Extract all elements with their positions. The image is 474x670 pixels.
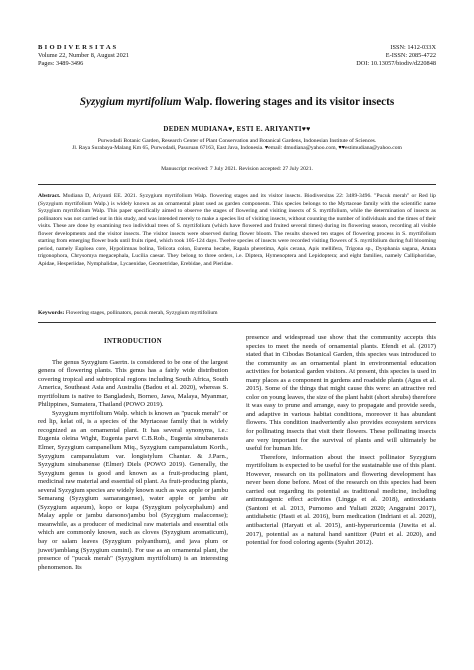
- manuscript-dates: Manuscript received: 7 July 2021. Revision accepted: 27 July 2021.: [161, 166, 313, 172]
- article-title: [38, 96, 436, 108]
- abstract-body: "Pucuk merah" or Red lip (Syzygium myrtifolium Walp.) is widely known as an ornamental plant used as garden components. This species belongs to the Myrtaceae family with the scientific name Syzygium myrtifolium Walp. This paper specifically aimed to observe the stages of flowering and visiting insects of S. myrtifolium, while the determination of insects as pollinators was not carried out in this study, and was intended merely to make a species list of visiting insects, without counting the number of individuals and the times of their visits. These are done by examining two individual trees of S. myrtifolium (which have flowered and fruited several times) during its flowering season, recording all visible flower developments and the visitor insects. The visitor insects were observed during flower bloom. The results showed ten stages of flowering process in S. myrtifolium starting from emerging flower buds until fruits riped, which took 105-124 days. Twelve species of insects were recorded visiting flowers of S. myrtifolium during full blooming period, namely Euploea core, Hypolimnas bolina, Telicota colon, Eurema hecabe, Rapala pheretima, Apis cerana, Apis mellifera, Trigona sp., Dysphania sagana, Amata trigonophora, Chrysomya megacephala, Lucilia caesar. They belong to three orders, i.e. Diptera, Hymenoptera and Lepidoptera; and eight families, namely Calliphoridae, Apidae, Hesperiidae, Nymphalidae, Lycaenidae, Geometridae, Erebidae, and Pieridae.: [38, 193, 436, 267]
- abstract-label: Abstract.: [38, 193, 61, 199]
- abstract: [38, 193, 436, 268]
- page-range: Pages: 3489-3496: [38, 60, 84, 67]
- keywords-label: Keywords:: [38, 310, 65, 316]
- keywords-text: Flowering stages, pollinators, pucuk merah, Syzygium myrtifolium: [64, 310, 218, 316]
- intro-paragraph-1: The genus Syzygium Gaertn. is considered to be one of the largest genera of flowering plants. This genus has a fairly wide distribution covering tropical and subtropical regions including South Africa, South America, Southeast Asia and Australia (Badou et al. 2020), whereas S. myrtifolium is native to Bangladesh, Borneo, Jawa, Malaya, Myanmar, Philippines, Sumatera, Thailand (POWO 2019).: [38, 358, 228, 409]
- top-divider: [38, 184, 436, 185]
- bottom-divider: [38, 322, 436, 323]
- left-column: [38, 338, 228, 572]
- eissn: E-ISSN: 2085-4722: [385, 52, 436, 59]
- intro-paragraph-2: Syzygium myrtifolium Walp. which is known as "pucuk merah" or red lip, kelat oil, is a species of the Myrtaceae family that is widely recognized as an ornamental plant. It has several synonyms, i.e.: Eugenia oleina Wight, Eugenia parvi C.B.Rob., Eugenia sinubanensis Elmer, Syzygium campanellum Miq., Syzygium campanulatum Korth., Syzygium campanulatum var. longistylum Chantar. & J.Parn., Syzygium sinubanense (Elmer) Diels (POWO 2019). Generally, the Syzygium genus is good and known as a fruit-producing plant, medicinal raw material and essential oil plant. As fruit-producing plants, several Syzygium species are widely known such as wax apple or jambu Semarang (Syzygium samarangense), water apple or jambu air (Syzygium aqueum), kopo or kupa (Syzygium polycephalum) and Malay apple or jambu darsono/jambu bol (Syzygium malaccense); meanwhile, as a producer of medicinal raw materials and essential oils which are commonly known, such as cloves (Syzygium aromaticum), bay or salam leaves (Syzygium polyanthum), and java plum or juwet/jamblang (Syzygium cumini). For use as an ornamental plant, the presence of "pucuk merah" (Syzygium myrtifolium) is an interesting phenomenon. Its: [38, 409, 228, 571]
- journal-header-left: [38, 44, 129, 68]
- issn: ISSN: 1412-033X: [390, 44, 436, 51]
- volume-info: Volume 22, Number 8, August 2021: [38, 52, 130, 59]
- journal-name: B I O D I V E R S I T A S: [38, 44, 117, 51]
- title-rest: Walp. flowering stages and its visitor insects: [181, 96, 395, 108]
- affiliation-line-2: Jl. Raya Surabaya-Malang Km 65, Purwodadi, Pasuruan 67163, East Java, Indonesia. ♥email: dmudiana@yahoo.com, ♥♥estimudiana@yahoo.com: [72, 145, 402, 152]
- intro-paragraph-3: presence and widespread use show that the community accepts this species to meet the needs of ornamental plants. Efendi et al. (2017) stated that in Cibodas Botanical Garden, this species was introduced to the community as an ornamental plant in environmental education activities for botanical garden visitors. At present, this species is used in many places as a component in gardens and roadside plants (Agus et al. 2015). Some of the things that might cause this were: an attractive red color on young leaves, the size of the plant habit (short shrubs) therefore it was easy to prune and arrange, easy to propagate and provide seeds, and adaptive in various habitat conditions, moreover it has abundant flowers. This condition inadvertently also provides ecosystem services for pollinating insects that visit their flowers. These pollinating insects are very important for the survival of plants and will ultimately be useful for human life.: [246, 334, 436, 453]
- journal-header-right: [356, 44, 436, 68]
- affiliation-line-1: Purwodadi Botanic Garden, Research Center of Plant Conservation and Botanical Gardens, Indonesian Institute of Sciences.: [97, 138, 377, 144]
- intro-paragraph-4: Therefore, information about the insect pollinator Syzygium myrtifolium is expected to be useful for the sustainable use of this plant. However, research on its pollinators and flowering development has never been done before. Most of the research on this species had been carried out regarding its potential as traditional medicine, including antimutagenic effect activities (Lingga et al. 2018), antioxidants (Santoni et al. 2013, Purnomo and Yuliati 2020; Anggraini 2017), antidiabetic (Hasti et al. 2016), burn medication (Indriani et al. 2020), antibacterial (Haryati et al. 2015), anti-hyperuricemia (Juwita et al. 2017), potential as a natural hand sanitizer (Putri et al. 2020), and potential for food coloring agents (Syahri 2012).: [246, 453, 436, 547]
- doi: DOI: 10.13057/biodiv/d220848: [356, 60, 436, 67]
- section-heading-introduction: INTRODUCTION: [104, 338, 162, 345]
- keywords: [38, 310, 436, 316]
- affiliation: [38, 138, 436, 153]
- title-species: Syzygium myrtifolium: [79, 96, 182, 108]
- authors: DEDEN MUDIANA♥, ESTI E. ARIYANTI♥♥: [163, 125, 311, 133]
- right-column: [246, 334, 436, 548]
- abstract-citation: Mudiana D, Ariyanti EE. 2021. Syzygium myrtifolium Walp. flowering stages and its visitor insects. Biodiversitas 22: 3489-3496.: [60, 193, 372, 199]
